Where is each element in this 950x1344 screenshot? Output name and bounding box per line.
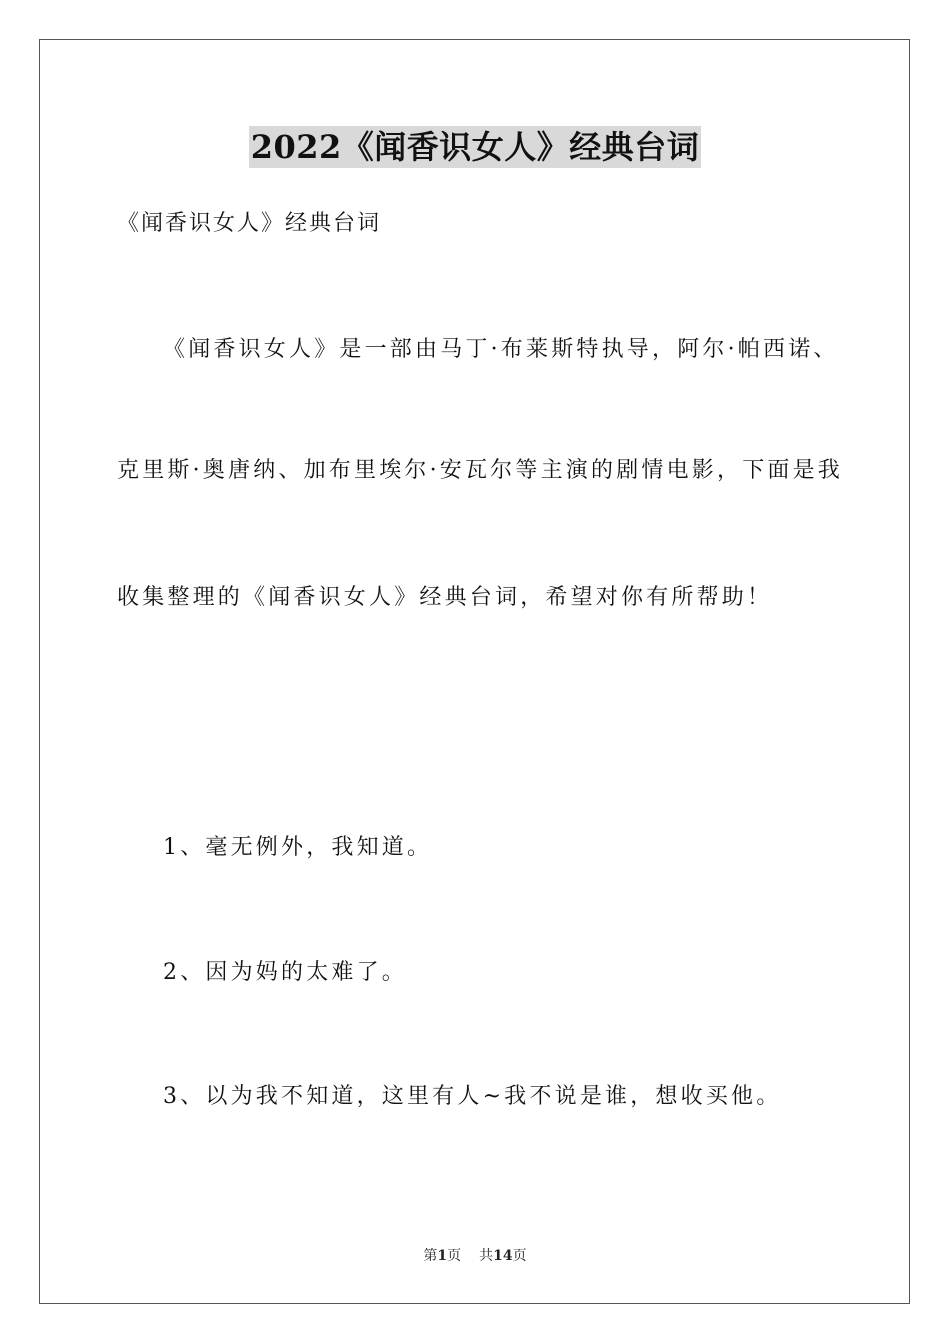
page-total: 14 [493,1248,513,1264]
intro-line-1: 《闻香识女人》是一部由马丁·布莱斯特执导，阿尔·帕西诺、 [163,337,839,362]
total-suffix: 页 [512,1248,527,1264]
page-prefix: 第 [423,1248,438,1264]
title-container [0,126,950,168]
page-footer [0,1247,950,1265]
total-prefix: 共 [479,1248,494,1264]
intro-line-3: 收集整理的《闻香识女人》经典台词，希望对你有所帮助！ [117,585,773,610]
page-current: 1 [437,1248,448,1264]
quote-item-3: 3、以为我不知道，这里有人~我不说是谁，想收买他。 [163,1084,782,1109]
page-suffix: 页 [447,1248,462,1264]
quote-item-1: 1、毫无例外，我知道。 [163,835,433,860]
document-title: 2022《闻香识女人》经典台词 [250,128,700,166]
document-subtitle: 《闻香识女人》经典台词 [117,211,382,236]
intro-line-2: 克里斯·奥唐纳、加布里埃尔·安瓦尔等主演的剧情电影，下面是我 [117,458,843,483]
quote-item-2: 2、因为妈的太难了。 [163,960,407,985]
